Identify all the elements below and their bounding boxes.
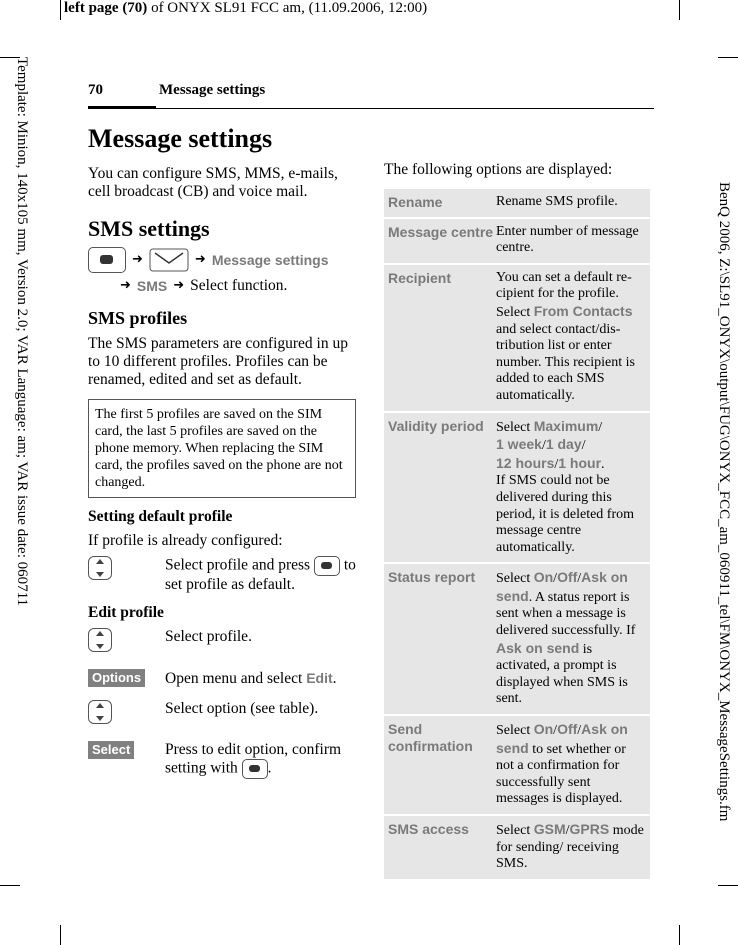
menu-path [88,247,356,273]
step-open-menu: Options Open menu and select Edit. [88,669,356,688]
options-table [384,189,650,881]
default-profile-intro: If profile is already configured: [88,532,283,549]
header-rule-thick [88,106,156,109]
center-key-icon [314,556,340,576]
navigation-key-icon [88,556,112,580]
table-row: Rename Rename SMS profile. [384,189,650,217]
default-profile-heading: Setting default profile [88,508,233,525]
sms-profiles-heading: SMS profiles [88,308,188,328]
navigation-key-icon [88,700,112,724]
center-key-icon [242,759,268,779]
file-path-info: BenQ 2006, Z:\SL91_ONYX\output\FUG\ONYX_FCC_am_060911_tel\FM\ONYX_MessageSettings.fm [716,182,732,822]
template-info: Template: Minion, 140x105 mm, Version 2.0; VAR Language: am; VAR issue date: 060711 [14,57,30,607]
step-select-default: Select profile and press to set profile as default. [88,556,356,594]
crop-mark [718,885,738,886]
table-row: SMS access Select GSM/GPRS mode for sending/ receiving SMS. [384,816,650,879]
sms-settings-heading: SMS settings [88,216,210,241]
print-header: left page (70) of ONYX SL91 FCC am, (11.09.2006, 12:00) [64,0,428,16]
table-row: Send confirmation Select On/Off/Ask on send to set whether or not a confirmation for successfully sent messages is displayed. [384,716,650,814]
crop-mark [60,0,61,20]
arrow-icon: ➜ [194,252,206,267]
table-row: Validity period Select Maximum/ 1 week/1 day/ 12 hours/1 hour. If SMS could not be delivered during this period, it is deleted from message centre automatically. [384,413,650,563]
page-title: Message settings [88,124,273,153]
page-number: 70 [88,82,103,98]
crop-mark [679,925,680,945]
step-edit-option: Select Press to edit option, confirm setting with . [88,741,356,779]
side-note-left [10,57,30,697]
edit-profile-heading: Edit profile [88,604,164,621]
arrow-icon: ➜ [120,278,131,293]
header-rule-thin [156,108,654,109]
left-column [88,122,356,779]
table-row: Message centre Enter number of message centre. [384,219,650,263]
step-select-option: Select option (see table). [88,700,356,729]
arrow-icon: ➜ [132,252,143,267]
options-softkey: Options [88,669,145,687]
sms-profiles-text: The SMS parameters are configured in up to 10 different profiles. Profiles can be renamed, edited and set as default. [88,335,348,388]
crop-mark [60,925,61,945]
intro-text: You can configure SMS, MMS, e-mails, cell broadcast (CB) and voice mail. [88,165,338,200]
path-end-text: Select function. [190,277,288,294]
note-box: The first 5 profiles are saved on the SIM card, the last 5 profiles are saved on the phone memory. When replacing the SIM card, the profiles saved on the phone are not changed. [88,399,356,498]
table-row: Recipient You can set a default re-cipient for the profile. Select From Contacts and select contact/dis-tribution list or enter number. This recipient is added to each SMS automatically. [384,265,650,411]
running-title: Message settings [159,82,266,98]
envelope-icon [149,248,189,272]
select-softkey: Select [88,741,134,759]
table-row: Status report Select On/Off/Ask on send. A status report is sent when a message is delivered successfully. If Ask on send is activated, a prompt is displayed when SMS is sent. [384,564,650,714]
navigation-key-icon [88,628,112,652]
menu-item-message-settings: Message settings [211,252,329,268]
options-intro: The following options are displayed: [384,161,613,178]
crop-mark [718,57,738,58]
arrow-icon: ➜ [173,278,185,293]
menu-path-continued [88,277,356,295]
side-note-right [710,182,734,882]
crop-mark [679,0,680,20]
menu-item-sms: SMS [136,278,168,294]
step-select-profile: Select profile. [88,628,356,657]
crop-mark [0,885,20,886]
menu-key-icon [88,247,126,273]
